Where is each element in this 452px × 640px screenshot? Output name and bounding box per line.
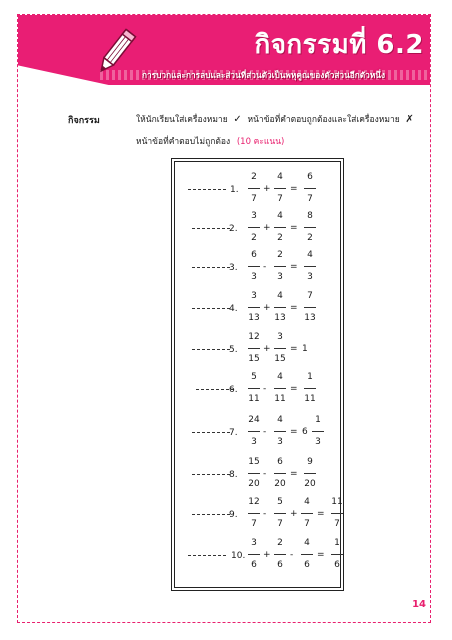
denominator: 13 bbox=[304, 313, 316, 323]
fraction-bar bbox=[304, 473, 316, 474]
fraction-bar bbox=[274, 554, 286, 555]
denominator: 11 bbox=[274, 394, 286, 404]
fraction-a bbox=[246, 248, 262, 284]
operator: + bbox=[290, 509, 298, 519]
denominator: 15 bbox=[248, 354, 260, 364]
instruction-line-1 bbox=[136, 112, 417, 126]
answer-blank[interactable] bbox=[192, 308, 230, 309]
fraction-b bbox=[272, 455, 288, 491]
denominator: 7 bbox=[251, 194, 257, 204]
instruction-line-2 bbox=[136, 134, 284, 148]
fraction-r bbox=[310, 413, 326, 449]
numerator: 1 bbox=[334, 538, 340, 548]
fraction-b bbox=[272, 170, 288, 206]
answer-blank[interactable] bbox=[188, 189, 226, 190]
numerator: 8 bbox=[307, 211, 313, 221]
numerator: 6 bbox=[307, 172, 313, 182]
numerator: 24 bbox=[248, 415, 260, 425]
fraction-bar bbox=[331, 513, 343, 514]
fraction-c bbox=[299, 495, 315, 531]
fraction-bar bbox=[274, 227, 286, 228]
denominator: 6 bbox=[251, 560, 257, 570]
numerator: 2 bbox=[277, 250, 283, 260]
fraction-bar bbox=[248, 431, 260, 432]
result-whole-number: 6 bbox=[302, 427, 308, 437]
problem-row bbox=[0, 209, 452, 249]
problem-number: 9. bbox=[229, 510, 238, 520]
problem-row bbox=[0, 495, 452, 535]
numerator: 5 bbox=[277, 497, 283, 507]
denominator: 2 bbox=[277, 233, 283, 243]
operator: - bbox=[263, 509, 267, 519]
fraction-bar bbox=[274, 513, 286, 514]
fraction-a bbox=[246, 455, 262, 491]
numerator: 4 bbox=[277, 291, 283, 301]
denominator: 2 bbox=[251, 233, 257, 243]
equals-sign: = bbox=[290, 262, 298, 272]
problem-number: 2. bbox=[229, 224, 238, 234]
fraction-r bbox=[302, 248, 318, 284]
equals-sign: = bbox=[290, 384, 298, 394]
numerator: 9 bbox=[307, 457, 313, 467]
fraction-b bbox=[272, 330, 288, 366]
numerator: 4 bbox=[277, 415, 283, 425]
numerator: 3 bbox=[277, 332, 283, 342]
problem-number: 4. bbox=[229, 304, 238, 314]
instruction-text-a: ให้นักเรียนใส่เครื่องหมาย bbox=[136, 115, 228, 125]
denominator: 3 bbox=[315, 437, 321, 447]
points-text: (10 คะแนน) bbox=[236, 137, 285, 147]
operator: + bbox=[263, 550, 271, 560]
problem-row bbox=[0, 248, 452, 288]
problem-row bbox=[0, 455, 452, 495]
fraction-r bbox=[302, 170, 318, 206]
operator: - bbox=[263, 262, 267, 272]
numerator: 4 bbox=[304, 497, 310, 507]
fraction-bar bbox=[248, 554, 260, 555]
cross-mark-icon: ✗ bbox=[405, 114, 414, 125]
equals-sign: = bbox=[317, 550, 325, 560]
instruction-text-b: หน้าข้อที่คำตอบถูกต้องและใส่เครื่องหมาย bbox=[247, 115, 400, 125]
fraction-c bbox=[299, 536, 315, 572]
problem-number: 5. bbox=[229, 345, 238, 355]
problem-row bbox=[0, 330, 452, 370]
operator: - bbox=[263, 469, 267, 479]
equals-sign: = bbox=[290, 184, 298, 194]
fraction-bar bbox=[274, 431, 286, 432]
numerator: 4 bbox=[307, 250, 313, 260]
answer-blank[interactable] bbox=[192, 432, 230, 433]
result-whole-number: 1 bbox=[302, 344, 308, 354]
problem-row bbox=[0, 289, 452, 329]
denominator: 20 bbox=[304, 479, 316, 489]
denominator: 3 bbox=[277, 272, 283, 282]
denominator: 3 bbox=[307, 272, 313, 282]
fraction-bar bbox=[248, 307, 260, 308]
numerator: 1 bbox=[315, 415, 321, 425]
denominator: 7 bbox=[334, 519, 340, 529]
numerator: 4 bbox=[277, 172, 283, 182]
answer-blank[interactable] bbox=[188, 555, 226, 556]
fraction-r bbox=[302, 289, 318, 325]
fraction-r bbox=[302, 209, 318, 245]
answer-blank[interactable] bbox=[192, 349, 230, 350]
fraction-a bbox=[246, 330, 262, 366]
operator: + bbox=[263, 303, 271, 313]
fraction-r bbox=[329, 536, 345, 572]
denominator: 15 bbox=[274, 354, 286, 364]
fraction-bar bbox=[301, 554, 313, 555]
fraction-b bbox=[272, 248, 288, 284]
fraction-a bbox=[246, 370, 262, 406]
activity-title: กิจกรรมที่ 6.2 bbox=[254, 30, 424, 60]
equals-sign: = bbox=[290, 344, 298, 354]
fraction-bar bbox=[248, 188, 260, 189]
denominator: 7 bbox=[307, 194, 313, 204]
fraction-bar bbox=[274, 348, 286, 349]
numerator: 4 bbox=[304, 538, 310, 548]
activity-subtitle: การบวกและการลบและส่วนที่ส่วนตัวเป็นพหุคูณของตัวส่วนอีกตัวหนึ่ง bbox=[142, 70, 386, 80]
problem-number: 10. bbox=[231, 551, 246, 561]
denominator: 7 bbox=[304, 519, 310, 529]
denominator: 3 bbox=[251, 272, 257, 282]
denominator: 7 bbox=[251, 519, 257, 529]
equals-sign: = bbox=[317, 509, 325, 519]
fraction-a bbox=[246, 209, 262, 245]
numerator: 3 bbox=[251, 211, 257, 221]
denominator: 11 bbox=[304, 394, 316, 404]
fraction-bar bbox=[248, 227, 260, 228]
fraction-bar bbox=[274, 188, 286, 189]
answer-blank[interactable] bbox=[192, 514, 230, 515]
equals-sign: = bbox=[290, 223, 298, 233]
denominator: 7 bbox=[277, 194, 283, 204]
fraction-bar bbox=[274, 307, 286, 308]
denominator: 6 bbox=[304, 560, 310, 570]
operator: + bbox=[263, 344, 271, 354]
instruction-label: กิจกรรม bbox=[68, 116, 100, 126]
fraction-a bbox=[246, 495, 262, 531]
fraction-a bbox=[246, 413, 262, 449]
equals-sign: = bbox=[290, 427, 298, 437]
numerator: 4 bbox=[277, 211, 283, 221]
instruction-text-c: หน้าข้อที่คำตอบไม่ถูกต้อง bbox=[136, 137, 231, 147]
equals-sign: = bbox=[290, 469, 298, 479]
fraction-bar bbox=[304, 188, 316, 189]
problem-number: 8. bbox=[229, 470, 238, 480]
numerator: 12 bbox=[248, 497, 260, 507]
problem-row bbox=[0, 413, 452, 453]
numerator: 6 bbox=[277, 457, 283, 467]
operator: - bbox=[263, 384, 267, 394]
numerator: 5 bbox=[251, 372, 257, 382]
problem-row bbox=[0, 536, 452, 576]
fraction-bar bbox=[248, 266, 260, 267]
pencil-icon bbox=[92, 24, 140, 80]
answer-blank[interactable] bbox=[192, 228, 230, 229]
denominator: 6 bbox=[277, 560, 283, 570]
denominator: 13 bbox=[274, 313, 286, 323]
denominator: 7 bbox=[277, 519, 283, 529]
fraction-bar bbox=[312, 431, 324, 432]
numerator: 12 bbox=[248, 332, 260, 342]
numerator: 15 bbox=[248, 457, 260, 467]
fraction-b bbox=[272, 413, 288, 449]
numerator: 2 bbox=[277, 538, 283, 548]
fraction-a bbox=[246, 170, 262, 206]
fraction-a bbox=[246, 536, 262, 572]
numerator: 3 bbox=[251, 291, 257, 301]
fraction-bar bbox=[331, 554, 343, 555]
fraction-bar bbox=[274, 473, 286, 474]
fraction-r bbox=[302, 370, 318, 406]
operator: - bbox=[290, 550, 294, 560]
problem-row bbox=[0, 370, 452, 410]
answer-blank[interactable] bbox=[192, 474, 230, 475]
numerator: 11 bbox=[331, 497, 343, 507]
fraction-bar bbox=[274, 266, 286, 267]
numerator: 2 bbox=[251, 172, 257, 182]
fraction-r bbox=[302, 455, 318, 491]
operator: + bbox=[263, 184, 271, 194]
fraction-b bbox=[272, 495, 288, 531]
fraction-bar bbox=[304, 227, 316, 228]
fraction-b bbox=[272, 289, 288, 325]
numerator: 3 bbox=[251, 538, 257, 548]
denominator: 6 bbox=[334, 560, 340, 570]
numerator: 1 bbox=[307, 372, 313, 382]
denominator: 13 bbox=[248, 313, 260, 323]
denominator: 3 bbox=[277, 437, 283, 447]
answer-blank[interactable] bbox=[192, 267, 230, 268]
numerator: 7 bbox=[307, 291, 313, 301]
fraction-bar bbox=[301, 513, 313, 514]
fraction-bar bbox=[304, 266, 316, 267]
fraction-r bbox=[329, 495, 345, 531]
fraction-b bbox=[272, 209, 288, 245]
denominator: 11 bbox=[248, 394, 260, 404]
fraction-bar bbox=[274, 388, 286, 389]
fraction-b bbox=[272, 370, 288, 406]
fraction-bar bbox=[248, 388, 260, 389]
problem-number: 3. bbox=[229, 263, 238, 273]
fraction-b bbox=[272, 536, 288, 572]
problem-row bbox=[0, 170, 452, 210]
denominator: 20 bbox=[274, 479, 286, 489]
numerator: 6 bbox=[251, 250, 257, 260]
denominator: 20 bbox=[248, 479, 260, 489]
operator: + bbox=[263, 223, 271, 233]
operator: - bbox=[263, 427, 267, 437]
denominator: 2 bbox=[307, 233, 313, 243]
problem-number: 6. bbox=[229, 385, 238, 395]
page-number: 14 bbox=[412, 599, 426, 610]
problem-number: 7. bbox=[229, 428, 238, 438]
numerator: 4 bbox=[277, 372, 283, 382]
problem-number: 1. bbox=[230, 185, 239, 195]
fraction-bar bbox=[248, 513, 260, 514]
check-mark-icon: ✓ bbox=[233, 114, 242, 125]
fraction-bar bbox=[304, 307, 316, 308]
fraction-bar bbox=[248, 348, 260, 349]
fraction-a bbox=[246, 289, 262, 325]
denominator: 3 bbox=[251, 437, 257, 447]
fraction-bar bbox=[248, 473, 260, 474]
equals-sign: = bbox=[290, 303, 298, 313]
fraction-bar bbox=[304, 388, 316, 389]
